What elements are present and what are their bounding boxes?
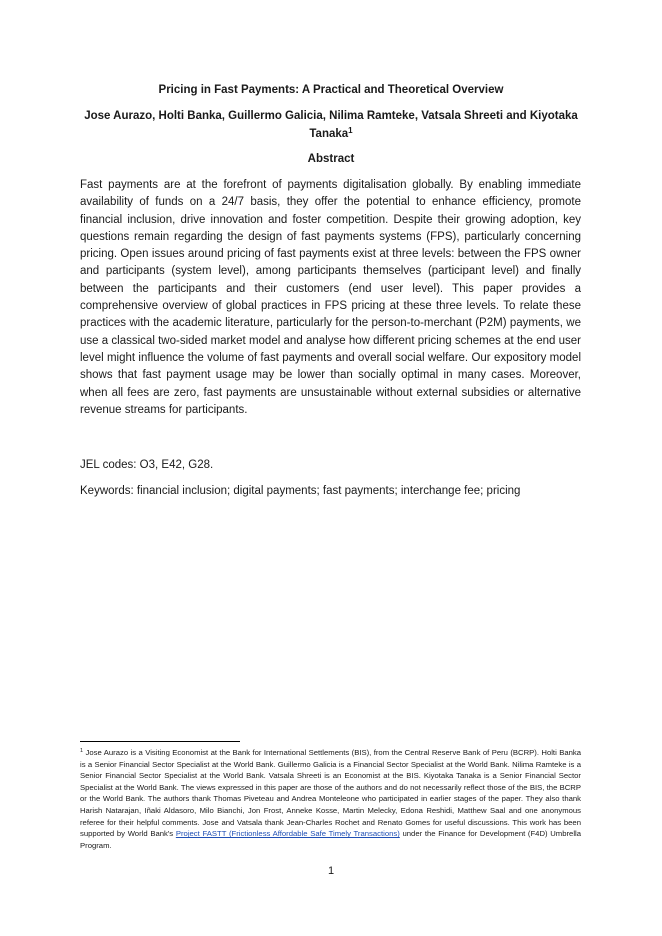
footnote-text: Jose Aurazo is a Visiting Economist at the Bank for International Settlements (BIS), from the Central Reserve Bank of Peru (BCRP). Holti Banka is a Senior Financial Sector Specialist at the World Bank. Guillermo Galicia is a Financial Sector Specialist at the World Bank. Nilima Ramteke is a Senior Financial Sector Specialist at the World Bank. Vatsala Shreeti is an Economist at the BIS. Kiyotaka Tanaka is a Senior Financial Sector Specialist at the World Bank. The views expressed in this paper are those of the authors and do not necessarily reflect those of the BIS, the BCRP or the World Bank. The authors thank Thomas Piveteau and Andrea Monteleone who participated in earlier stages of the paper. They also thank Harish Natarajan, Iñaki Aldasoro, Milo Bianchi, Jon Frost, Anneke Kosse, Martin Melecky, Edona Reshidi, Matthew Saal and one anonymous referee for their helpful comments. Jose and Vatsala thank Jean-Charles Rochet and Renato Gomes for useful discussions. This work has been supported by World Bank's (80, 748, 582, 839)
project-fastt-link[interactable]: Project FASTT (Frictionless Affordable Safe Timely Transactions) (175, 829, 400, 839)
footnote-marker: 1 (80, 748, 84, 754)
keywords: Keywords: financial inclusion; digital payments; fast payments; interchange fee; pricing (80, 485, 521, 497)
author-names: Jose Aurazo, Holti Banka, Guillermo Galicia, Nilima Ramteke, Vatsala Shreeti and Kiyotaka Tanaka (84, 110, 578, 140)
footnote (80, 747, 581, 851)
footnote-separator (80, 741, 240, 742)
author-list (84, 107, 578, 143)
jel-codes: JEL codes: O3, E42, G28. (80, 459, 214, 471)
abstract-heading: Abstract (307, 153, 355, 165)
page-number: 1 (327, 865, 335, 877)
abstract-body: Fast payments are at the forefront of payments digitalisation globally. By enabling immediate availability of funds on a 24/7 basis, they offer the potential to enhance efficiency, promote financial inclusion, drive innovation and foster competition. Despite their growing adoption, key questions remain regarding the design of fast payments systems (FPS), particularly concerning pricing. Open issues around pricing of fast payments exist at three levels: between the FPS owner and participants (system level), among participants themselves (participant level) and finally between the participants and their customers (end user level). This paper provides a comprehensive overview of global practices in FPS pricing at these three levels. To relate these practices with the academic literature, particularly for the person-to-merchant (P2M) payments, we use a classical two-sided market model and analyse how different pricing schemes at the end user level might influence the volume of fast payments and overall social welfare. Our expository model shows that fast payment usage may be lower than socially optimal in many cases. Moreover, when all fees are zero, fast payments are unsustainable without external subsidies or alternative revenue streams for participants. (80, 179, 581, 416)
author-footnote-marker[interactable]: 1 (348, 126, 353, 135)
paper-title: Pricing in Fast Payments: A Practical and Theoretical Overview (158, 84, 504, 96)
footnote-text-end: under the Finance for Development (F4D) Umbrella Program. (80, 829, 582, 850)
